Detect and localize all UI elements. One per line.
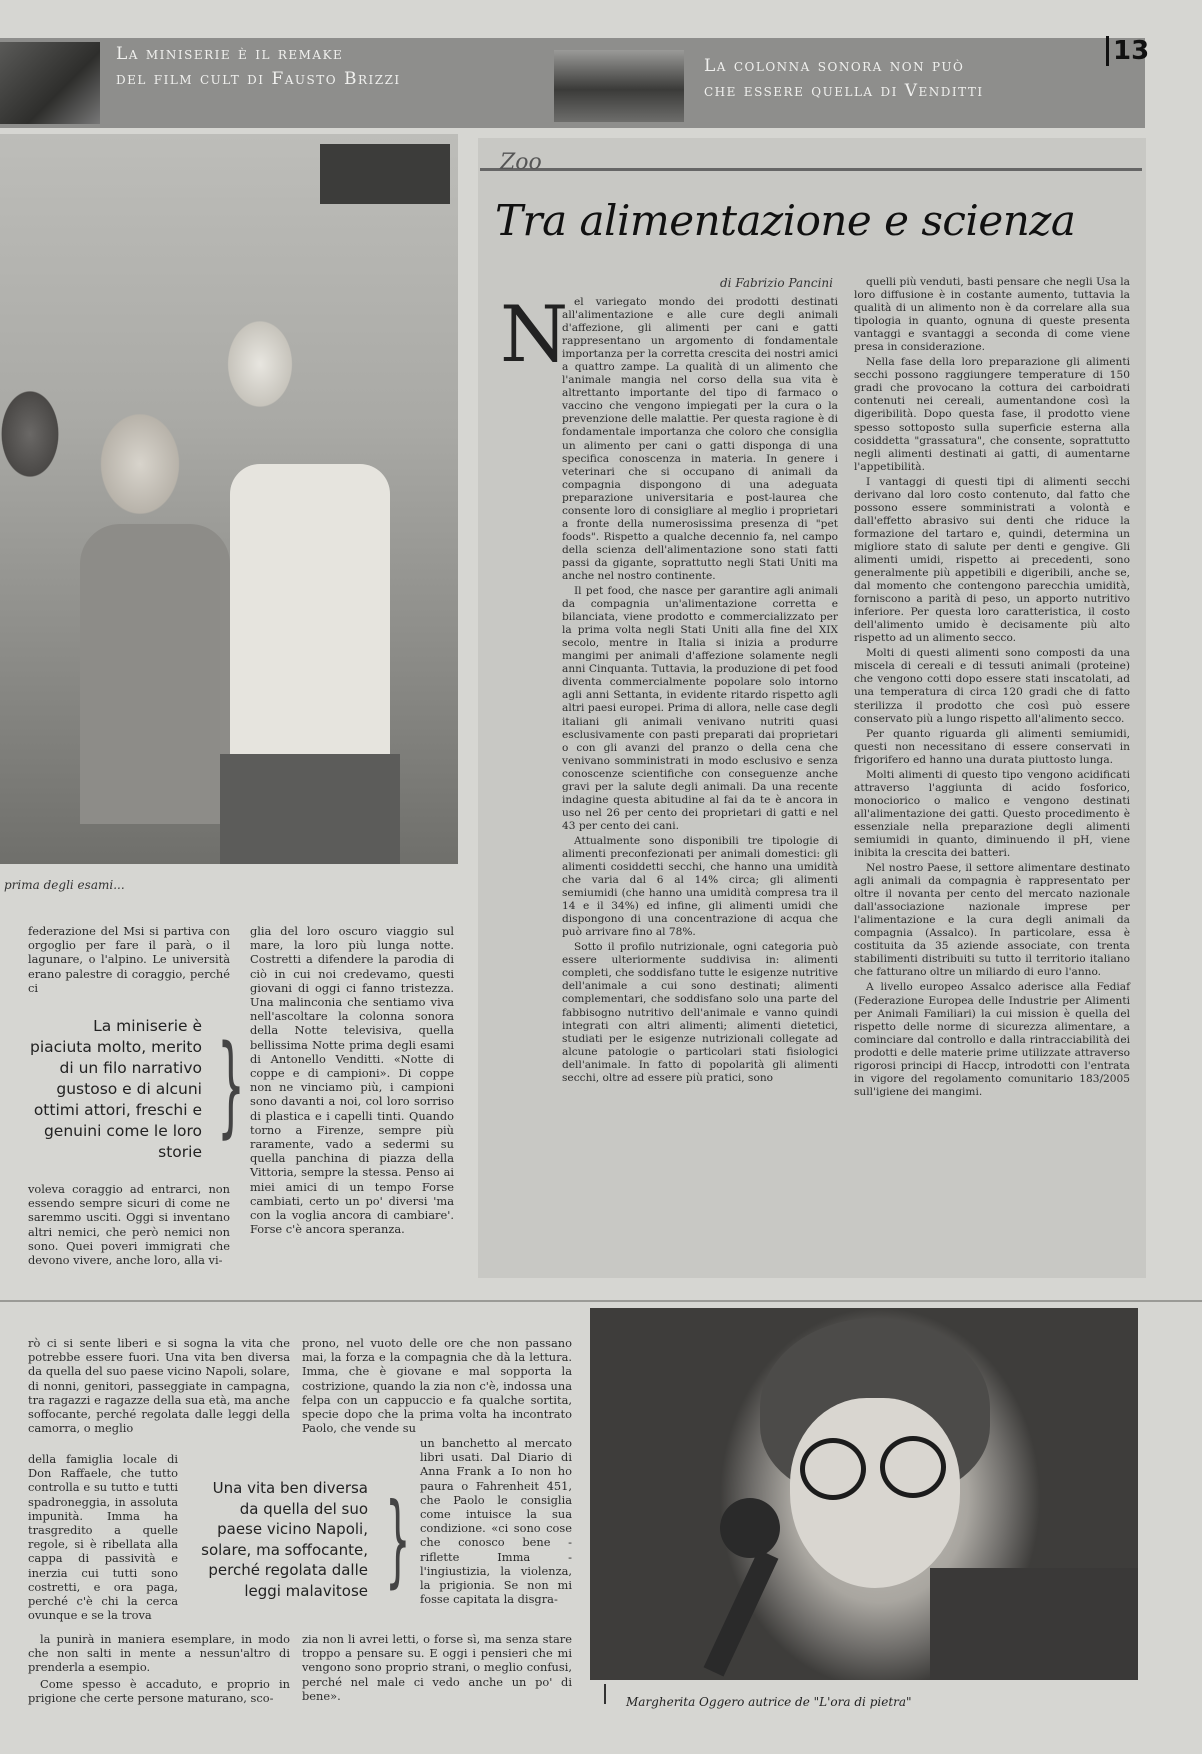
science-col-b	[854, 276, 1130, 1101]
left-col1-bottom: voleva coraggio ad entrarci, non essendo sempre sicuri di come ne saremmo usciti. Oggi si inventano altri nemici, che però nemici non sono. Quei poveri immigrati che devono vivere, anche loro, alla vi-	[28, 1182, 230, 1268]
paragraph: Per quanto riguarda gli alimenti semiumidi, questi non necessitano di essere conservati in frigorifero ed hanno una durata piuttosto lunga.	[854, 727, 1130, 766]
caption-marker	[604, 1684, 606, 1704]
header-thumbnail-right	[554, 50, 684, 122]
bottom-col1-mid: della famiglia locale di Don Raffaele, che tutto controlla e su tutto e tutti spadroneggia, in assoluta impunità. Imma ha trasgredito a quelle regole, si è ribellata alla cappa di passività e inerzia cui tutti sono costretti, e ora paga, perché c'è chi la cerca ovunque e se la trova	[28, 1452, 178, 1623]
paragraph: Attualmente sono disponibili tre tipologie di alimenti preconfezionati per animali domestici: gli alimenti cosiddetti secchi, che hanno una umidità che varia dal 6 al 14% circa; gli alimenti semiumidi (che hanno una umidità compresa tra il 14 e il 34%) ed infine, gli alimenti umidi che dispongono di una concentrazione di acqua che può arrivare fino al 78%.	[562, 834, 838, 939]
left-col2: glia del loro oscuro viaggio sul mare, la loro più lunga notte. Costretti a difendere la parodia di ciò in cui noi credevamo, questi giovani di oggi ci fanno tristezza. Una malinconia che sentiamo viva nell'ascoltare la colonna sonora della Notte televisiva, quella bellissima Notte prima degli esami di Antonello Venditti. «Notte di coppe e di campioni». Di coppe non ne vinciamo più, i campioni sono davanti a noi, col loro sorriso di plastica e i capelli tinti. Quando torno a Firenze, sempre più raramente, vado a sedermi su quella panchina di piazza della Vittoria, sempre la stessa. Penso ai miei amici di un tempo Forse cambiati, certo un po' diversi 'ma con la voglia ancora di cambiare'. Forse c'è ancora speranza.	[250, 924, 454, 1237]
bottom-col2-top: prono, nel vuoto delle ore che non passano mai, la forza e la compagnia che dà la lettura. Imma, che è giovane e mal sopporta la costrizione, quando la zia non c'è, indossa una felpa con un cappuccio e fa qualche sortita, specie dopo che la prima volta ha incontrato Paolo, che vende su	[302, 1336, 572, 1436]
photo-jeans	[220, 754, 400, 864]
header-right-line1: La colonna sonora non può	[704, 56, 965, 76]
bottom-col2-bottom: zia non li avrei letti, o forse sì, ma senza stare troppo a pensare su. E oggi i pensieri che mi vengono sono proprio strani, o meglio confusi, perché nel male ci vedo anche un po' di bene».	[302, 1632, 572, 1703]
paragraph: Come spesso è accaduto, e proprio in prigione che certe persone maturano, sco-	[28, 1676, 290, 1705]
section-divider	[0, 1300, 1202, 1302]
photo-figure-right	[230, 464, 390, 764]
science-article-rule	[480, 168, 1142, 171]
pullquote-brace-bottom: }	[385, 1481, 411, 1598]
microphone-handle	[704, 1549, 779, 1676]
science-col-a	[562, 296, 838, 1087]
left-pullquote: La miniserie è piaciuta molto, merito di un filo narrativo gustoso e di alcuni ottimi attori, freschi e genuini come le loro storie	[30, 1017, 202, 1161]
bottom-col2-mid: un banchetto al mercato libri usati. Dal Diario di Anna Frank a Io non ho paura o Fahrenheit 451, che Paolo le consiglia come intuisce la sua condizione. «ci sono cose che conosco bene - riflette Imma - l'ingiustizia, la violenza, la prigionia. Se non mi fosse capitata la disgra-	[420, 1436, 572, 1607]
paragraph: la punirà in maniera esemplare, in modo che non salti in mente a nessun'altro di prenderla a esempio.	[28, 1632, 290, 1675]
bottom-col1-top: rò ci si sente liberi e si sogna la vita che potrebbe essere fuori. Una vita ben diversa da quella del suo paese vicino Napoli, solare, di nonni, genitori, passeggiate in campagna, tra ragazzi e ragazze della sua età, ma anche soffocante, perché regolata dalle leggi della camorra, o meglio	[28, 1336, 290, 1436]
bottom-col1-bottom	[28, 1632, 290, 1707]
glasses-left-lens	[800, 1438, 866, 1500]
header-thumbnail-left	[0, 42, 100, 124]
photo-figure-middle	[80, 524, 230, 824]
paragraph: Molti alimenti di questo tipo vengono acidificati attraverso l'aggiunta di acido fosforico, monociorico o malico e vengono destinati all'alimentazione dei gatti. Questo procedimento è essenziale nella preparazione degli alimenti semiumidi in quanto, diminuendo il pH, viene inibita la crescita dei batteri.	[854, 768, 1130, 860]
author-photo	[590, 1308, 1138, 1680]
paragraph: A livello europeo Assalco aderisce alla Fediaf (Federazione Europea delle Industrie per Alimenti per Animali Familiari) la cui mission è quella del rispetto delle norme di sicurezza alimentare, a cominciare dal controllo e dalla rintracciabilità dei prodotti e delle materie prime utilizzate attraverso rigorosi principi di Haccp, introdotti con l'entrata in vigore del regolamento comunitario 183/2005 sull'igiene dei mangimi.	[854, 981, 1130, 1098]
paragraph: Molti di questi alimenti sono composti da una miscela di cereali e di tessuti animali (proteine) che vengono cotti dopo essere stati inscatolati, ad una temperatura di circa 120 gradi che di fatto sterilizza il prodotto che così può essere conservato più a lungo rispetto all'alimento secco.	[854, 647, 1130, 725]
page-number: 13	[1106, 36, 1149, 66]
header-left-line1: La miniserie è il remake	[116, 44, 344, 64]
paragraph: I vantaggi di questi tipi di alimenti secchi derivano dal loro costo contenuto, dal fatto che possono essere somministrati a volontà e dall'effetto abrasivo sui denti che riduce la formazione del tartaro e, quindi, determina un migliore stato di salute per denti e gengive. Gli alimenti umidi, rispetto ai precedenti, sono generalmente più appetibili e digeribili, anche se, dal momento che contengono parecchia umidità, forniscono a parità di peso, un apporto nutritivo inferiore. Per questa loro caratteristica, il costo dell'alimento umido è decisamente più alto rispetto ad un alimento secco.	[854, 475, 1130, 645]
section-kicker: Zoo	[500, 150, 542, 175]
header-right-line2: che essere quella di Venditti	[704, 81, 984, 101]
students-photo	[0, 134, 458, 864]
header-left-line2: del film cult di Fausto Brizzi	[116, 69, 401, 89]
paragraph: el variegato mondo dei prodotti destinati all'alimentazione e alle cure degli animali d'affezione, gli alimenti per cani e gatti rappresentano un argomento di fondamentale importanza per la corretta crescita dei nostri amici a quattro zampe. La qualità di un alimento che l'animale mangia nel corso della sua vita è altrettanto importante del tipo di farmaco o vaccino che vengono impiegati per la cura o la prevenzione delle malattie. Per questa ragione è di fondamentale importanza che coloro che consiglia un alimento per cani o gatti disponga di una specifica conoscenza in materia. In genere i veterinari che si occupano di animali da compagnia dispongono di una adeguata preparazione universitaria e post-laurea che consente loro di consigliare al meglio i proprietari a fronte della numerosissima presenza di "pet foods". Rispetto a qualche decennio fa, nel campo della scienza dell'alimentazione sono stati fatti passi da gigante, soprattutto negli Stati Uniti ma anche nel nostro continente.	[562, 296, 838, 582]
author-photo-caption: Margherita Oggero autrice de "L'ora di pietra"	[626, 1695, 912, 1709]
photo-window	[320, 144, 450, 204]
bottom-pullquote: Una vita ben diversa da quella del suo paese vicino Napoli, solare, ma soffocante, perché regolata dalle leggi malavitose	[201, 1479, 368, 1600]
left-col1-top: federazione del Msi si partiva con orgoglio per fare il parà, o il lagunare, o l'alpino. Le università erano palestre di coraggio, perché ci	[28, 924, 230, 995]
photo-caption-left: prima degli esami...	[4, 878, 125, 892]
author-jacket	[930, 1568, 1138, 1680]
article-title: Tra alimentazione e scienza	[495, 196, 1076, 245]
glasses-right-lens	[880, 1436, 946, 1498]
paragraph: Il pet food, che nasce per garantire agli animali da compagnia un'alimentazione corretta e bilanciata, viene prodotto e commercializzato per la prima volta negli Stati Uniti alla fine del XIX secolo, mentre in Italia si inizia a produrre mangimi per animali d'affezione solamente negli anni Cinquanta. Tuttavia, la produzione di pet food diventa commercialmente popolare solo intorno agli anni Settanta, in evidente ritardo rispetto agli altri paesi europei. Prima di allora, nelle case degli italiani gli animali venivano nutriti quasi esclusivamente con pasti preparati dai proprietari o con gli avanzi del pranzo o della cena che venivano somministrati in modo esclusivo e senza conoscenze scientifiche con conseguenze anche gravi per la salute degli animali. Da una recente indagine questa abitudine al fai da te è ancora in uso nel 26 per cento dei proprietari di gatti e nel 43 per cento dei cani.	[562, 585, 838, 832]
paragraph: Sotto il profilo nutrizionale, ogni categoria può essere ulteriormente suddivisa in: alimenti completi, che soddisfano tutte le esigenze nutritive dell'animale a cui sono destinati; alimenti complementari, che soddisfano solo una parte del fabbisogno nutritivo dell'animale e vanno quindi integrati con altri alimenti; alimenti dietetici, studiati per le esigenze nutrizionali collegate ad alcune patologie o particolari stati fisiologici dell'animale. In fatto di popolarità gli alimenti secchi, oltre ad essere più pratici, sono	[562, 941, 838, 1084]
paragraph: Nella fase della loro preparazione gli alimenti secchi possono raggiungere temperature di 150 gradi che provocano la cottura dei carboidrati contenuti nei cereali, aumentandone così la digeribilità. Dopo questa fase, il prodotto viene spesso sottoposto sulla superficie esterna alla cosiddetta "grassatura", che consente, soprattutto negli alimenti destinati ai gatti, di aumentarne l'appetibilità.	[854, 356, 1130, 473]
pullquote-brace-left: }	[217, 1021, 245, 1149]
article-byline: di Fabrizio Pancini	[720, 276, 833, 290]
paragraph: Nel nostro Paese, il settore alimentare destinato agli animali da compagnia è rappresentato per oltre il novanta per cento del mercato nazionale dall'associazione nazionale imprese per l'alimentazione e la cura degli animali da compagnia (Assalco). In particolare, essa è costituita da 35 aziende associate, con trenta stabilimenti distribuiti su tutto il territorio italiano che fatturano oltre un miliardo di euro l'anno.	[854, 862, 1130, 979]
drop-cap: N	[500, 290, 569, 380]
microphone-head	[720, 1498, 780, 1558]
paragraph: quelli più venduti, basti pensare che negli Usa la loro diffusione è in costante aumento, tuttavia la qualità di un alimento non è da correlare alla sua tipologia in quanto, ognuna di queste presenta vantaggi e svantaggi a seconda di come viene presa in considerazione.	[854, 276, 1130, 354]
